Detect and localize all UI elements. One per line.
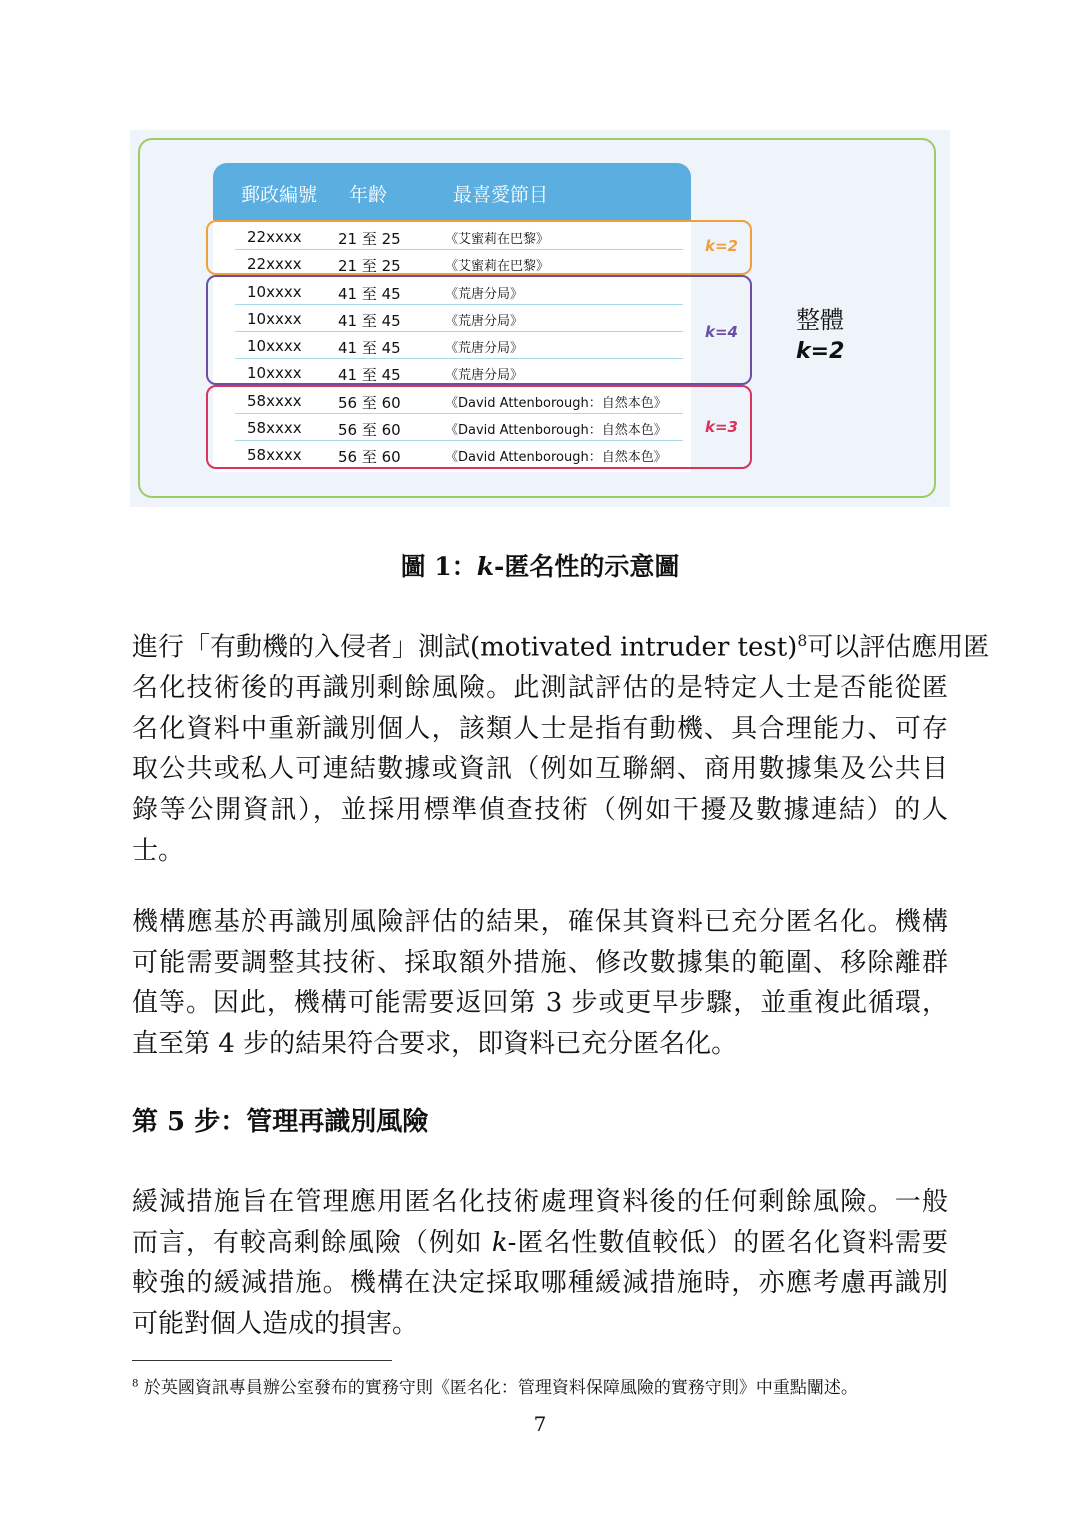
text-line: 值等。因此，機構可能需要返回第 3 步或更早步驟，並重複此循環，	[132, 988, 948, 1019]
age-cell: 41 至 45	[338, 285, 401, 303]
group-label-k2: k=2	[705, 237, 738, 255]
program-cell: 《艾蜜莉在巴黎》	[445, 259, 550, 274]
program-cell: 《David Attenborough：自然本色》	[445, 450, 667, 465]
text-line: 取公共或私人可連結數據或資訊（例如互聯網、商用數據集及公共目	[132, 754, 948, 785]
age-cell: 21 至 25	[338, 257, 401, 275]
postcode-cell: 10xxxx	[247, 337, 302, 355]
age-cell: 41 至 45	[338, 312, 401, 330]
group-box-k4	[206, 275, 752, 385]
text-line: 緩減措施旨在管理應用匿名化技術處理資料後的任何剩餘風險。一般	[132, 1187, 948, 1217]
paragraph-motivated-intruder	[132, 621, 990, 871]
postcode-cell: 10xxxx	[247, 310, 302, 328]
age-cell: 56 至 60	[338, 421, 401, 439]
page-number: 7	[533, 1412, 547, 1436]
caption-prefix: 圖 1：	[400, 552, 477, 581]
program-cell: 《荒唐分局》	[445, 341, 524, 356]
overall-title: 整體	[796, 306, 844, 334]
text-segment: 而言，有較高剩餘風險（例如	[132, 1227, 492, 1258]
text-segment: k	[491, 1227, 508, 1258]
postcode-cell: 22xxxx	[247, 228, 302, 246]
text-segment: 進行「有動機的入侵者」測試(motivated intruder test)	[132, 632, 798, 663]
postcode-cell: 58xxxx	[247, 446, 302, 464]
text-line: 名化技術後的再識別剩餘風險。此測試評估的是特定人士是否能從匿	[132, 673, 948, 704]
age-cell: 41 至 45	[338, 339, 401, 357]
table-header	[213, 163, 691, 220]
overall-k-value: k=2	[796, 339, 845, 364]
text-line: 直至第 4 步的結果符合要求，即資料已充分匿名化。	[132, 1028, 738, 1059]
text-line: 錄等公開資訊），並採用標準偵查技術（例如干擾及數據連結）的人	[132, 795, 948, 826]
header-postcode: 郵政編號	[241, 184, 318, 206]
group-label-k4: k=4	[705, 323, 738, 341]
paragraph-sufficient-anonymisation	[132, 902, 948, 1064]
program-cell: 《David Attenborough：自然本色》	[445, 423, 667, 438]
group-box-k2	[206, 220, 752, 275]
caption-k: k	[476, 552, 495, 581]
program-cell: 《荒唐分局》	[445, 314, 524, 329]
caption-text: -匿名性的示意圖	[494, 552, 680, 581]
footnote-number: 8	[132, 1378, 139, 1390]
header-age: 年齡	[349, 184, 388, 206]
footnote-ref: 8	[797, 632, 808, 650]
footnote-text: 於英國資訊專員辦公室發布的實務守則《匿名化：管理資料保障風險的實務守則》中重點闡述。	[138, 1378, 858, 1398]
figure-caption	[0, 547, 1080, 583]
postcode-cell: 10xxxx	[247, 283, 302, 301]
program-cell: 《艾蜜莉在巴黎》	[445, 232, 550, 247]
footnote	[132, 1373, 858, 1398]
text-line	[132, 621, 990, 668]
program-cell: 《荒唐分局》	[445, 368, 524, 383]
overall-label	[796, 300, 844, 364]
footnote-divider	[132, 1360, 392, 1361]
text-line: 機構應基於再識別風險評估的結果，確保其資料已充分匿名化。機構	[132, 907, 948, 937]
postcode-cell: 58xxxx	[247, 392, 302, 410]
postcode-cell: 10xxxx	[247, 364, 302, 382]
paragraph-mitigation	[132, 1182, 948, 1344]
program-cell: 《David Attenborough：自然本色》	[445, 396, 667, 411]
postcode-cell: 22xxxx	[247, 255, 302, 273]
section-heading: 第 5 步：管理再識別風險	[132, 1107, 429, 1137]
text-line: 士。	[132, 835, 185, 866]
age-cell: 41 至 45	[338, 366, 401, 384]
age-cell: 56 至 60	[338, 394, 401, 412]
text-line: 可能需要調整其技術、採取額外措施、修改數據集的範圍、移除離群	[132, 947, 948, 978]
text-line: 較強的緩減措施。機構在決定採取哪種緩減措施時，亦應考慮再識別	[132, 1268, 948, 1299]
program-cell: 《荒唐分局》	[445, 287, 524, 302]
text-line: 可能對個人造成的損害。	[132, 1308, 419, 1339]
text-line	[132, 1223, 948, 1264]
text-segment: 可以評估應用匿	[807, 632, 990, 663]
group-label-k3: k=3	[705, 418, 738, 436]
text-segment: -匿名性數值較低）的匿名化資料需要	[507, 1227, 949, 1258]
header-program: 最喜愛節目	[453, 184, 549, 206]
postcode-cell: 58xxxx	[247, 419, 302, 437]
k-anonymity-figure	[130, 130, 950, 507]
group-box-k3	[206, 385, 752, 469]
age-cell: 21 至 25	[338, 230, 401, 248]
age-cell: 56 至 60	[338, 448, 401, 466]
text-line: 名化資料中重新識別個人，該類人士是指有動機、具合理能力、可存	[132, 713, 948, 744]
